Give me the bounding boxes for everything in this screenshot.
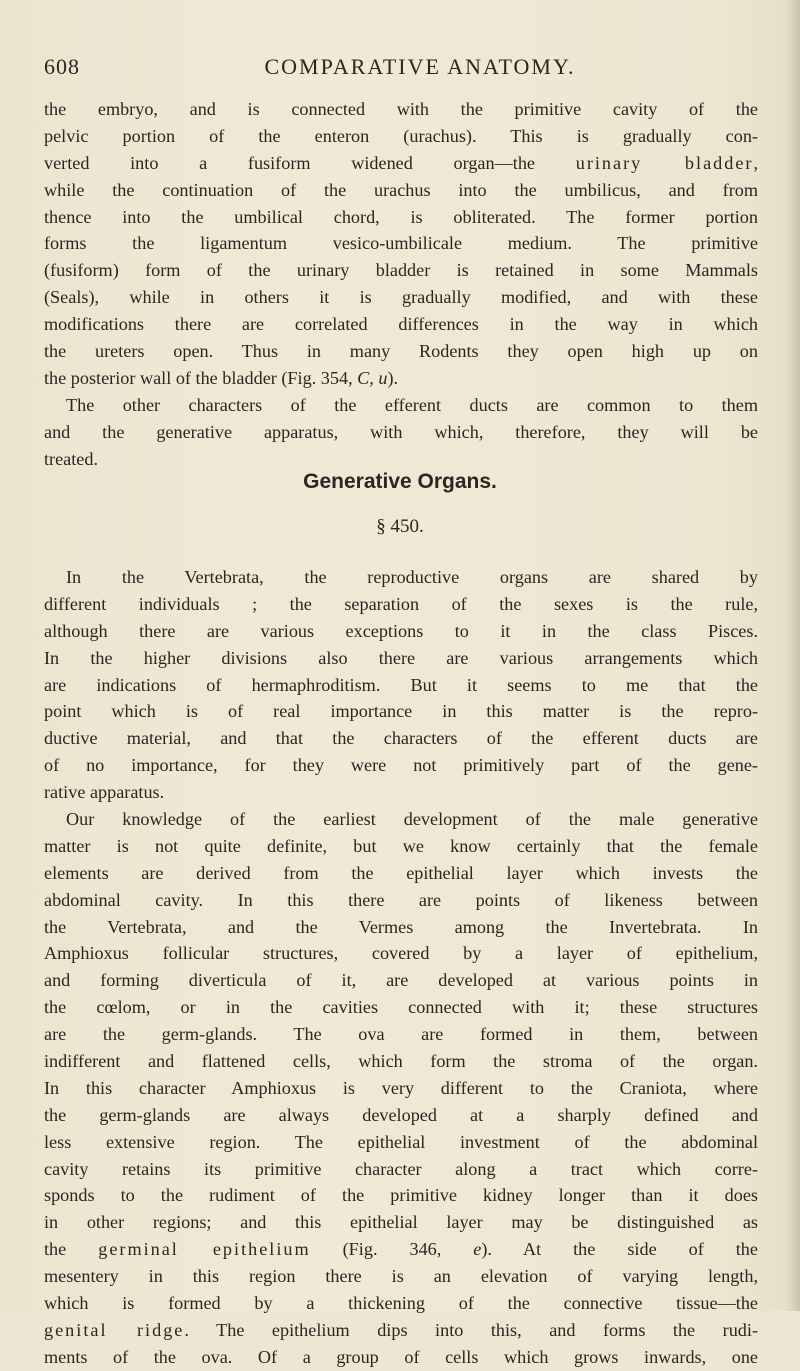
text-line: ductive material, and that the characters of the efferent ducts are (44, 728, 758, 749)
text-line: are the germ-glands. The ova are formed in them, between (44, 1024, 758, 1045)
text-line: cavity retains its primitive character along a tract which corre- (44, 1158, 758, 1179)
text-line: and forming diverticula of it, are developed at various points in (44, 970, 758, 991)
text-line: treated. (44, 448, 99, 469)
text-line: thence into the umbilical chord, is obliterated. The former portion (44, 206, 758, 227)
text-line: Our knowledge of the earliest development of the male generative (66, 809, 758, 830)
text-line: modifications there are correlated differences in the way in which (44, 314, 758, 335)
text-line: sponds to the rudiment of the primitive kidney longer than it does (44, 1185, 758, 1206)
text-line: point which is of real importance in this matter is the repro- (44, 701, 758, 722)
text-line: although there are various exceptions to it in the class Pisces. (44, 620, 758, 641)
text-line: verted into a fusiform widened organ—the urinary bladder, (44, 152, 759, 173)
text-line: abdominal cavity. In this there are points of likeness between (44, 889, 758, 910)
running-title: COMPARATIVE ANATOMY. (264, 54, 576, 79)
text-line: forms the ligamentum vesico-umbilicale medium. The primitive (44, 233, 758, 254)
text-line: the posterior wall of the bladder (Fig. 354, C, u). (44, 367, 399, 388)
text-line: the cœlom, or in the cavities connected with it; these structures (44, 997, 758, 1018)
section-number: § 450. (376, 516, 424, 537)
paragraph-3 (44, 564, 758, 1371)
text-line: the ureters open. Thus in many Rodents they open high up on (44, 341, 758, 362)
text-line: The other characters of the efferent ducts are common to them (66, 394, 758, 415)
text-line: which is formed by a thickening of the connective tissue—the (44, 1293, 758, 1314)
text-line: the Vertebrata, and the Vermes among the Invertebrata. In (44, 916, 758, 937)
page-edge-shadow (786, 0, 800, 1311)
text-line: Amphioxus follicular structures, covered by a layer of epithelium, (44, 943, 758, 964)
text-line: less extensive region. The epithelial investment of the abdominal (44, 1131, 758, 1152)
term-urinary-bladder: urinary bladder (575, 152, 754, 173)
text-line: the embryo, and is connected with the primitive cavity of the (44, 99, 758, 119)
running-head (44, 54, 756, 84)
figure-ref: e (473, 1239, 482, 1260)
text-line: different individuals ; the separation of the sexes is the rule, (44, 593, 758, 614)
section-title: Generative Organs. (303, 470, 497, 493)
text-line: In the Vertebrata, the reproductive organs are shared by (66, 567, 758, 587)
text-line: the germinal epithelium (Fig. 346, e). At the side of the (44, 1239, 758, 1260)
text-line: In the higher divisions also there are various arrangements which (44, 647, 758, 668)
text-line: (Seals), while in others it is gradually modified, and with these (44, 287, 758, 308)
text-line: ments of the ova. Of a group of cells which grows inwards, one (44, 1346, 758, 1367)
page-number: 608 (44, 54, 80, 79)
paragraph-1 (44, 96, 758, 472)
text-line: in other regions; and this epithelial layer may be distinguished as (44, 1212, 758, 1233)
text-line: genital ridge. The epithelium dips into this, and forms the rudi- (44, 1319, 758, 1340)
term-germinal-epithelium: germinal epithelium (98, 1239, 311, 1260)
text-line: and the generative apparatus, with which, therefore, they will be (44, 421, 758, 442)
text-line: (fusiform) form of the urinary bladder is retained in some Mammals (44, 260, 758, 281)
text-line: mesentery in this region there is an elevation of varying length, (44, 1266, 758, 1287)
text-line: rative apparatus. (44, 782, 165, 803)
text-line: are indications of hermaphroditism. But it seems to me that the (44, 674, 758, 695)
text-line: pelvic portion of the enteron (urachus). This is gradually con- (44, 125, 758, 146)
figure-ref: C, u (357, 367, 388, 388)
text-line: indifferent and flattened cells, which form the stroma of the organ. (44, 1051, 758, 1072)
text-line: while the continuation of the urachus into the umbilicus, and from (44, 179, 758, 200)
text-line: matter is not quite definite, but we know certainly that the female (44, 835, 758, 856)
text-line: the germ-glands are always developed at a sharply defined and (44, 1104, 758, 1125)
text-line: elements are derived from the epithelial layer which invests the (44, 862, 758, 883)
text-line: of no importance, for they were not primitively part of the gene- (44, 755, 758, 776)
text-line: In this character Amphioxus is very different to the Craniota, where (44, 1077, 758, 1098)
term-genital-ridge: genital ridge (44, 1319, 185, 1340)
